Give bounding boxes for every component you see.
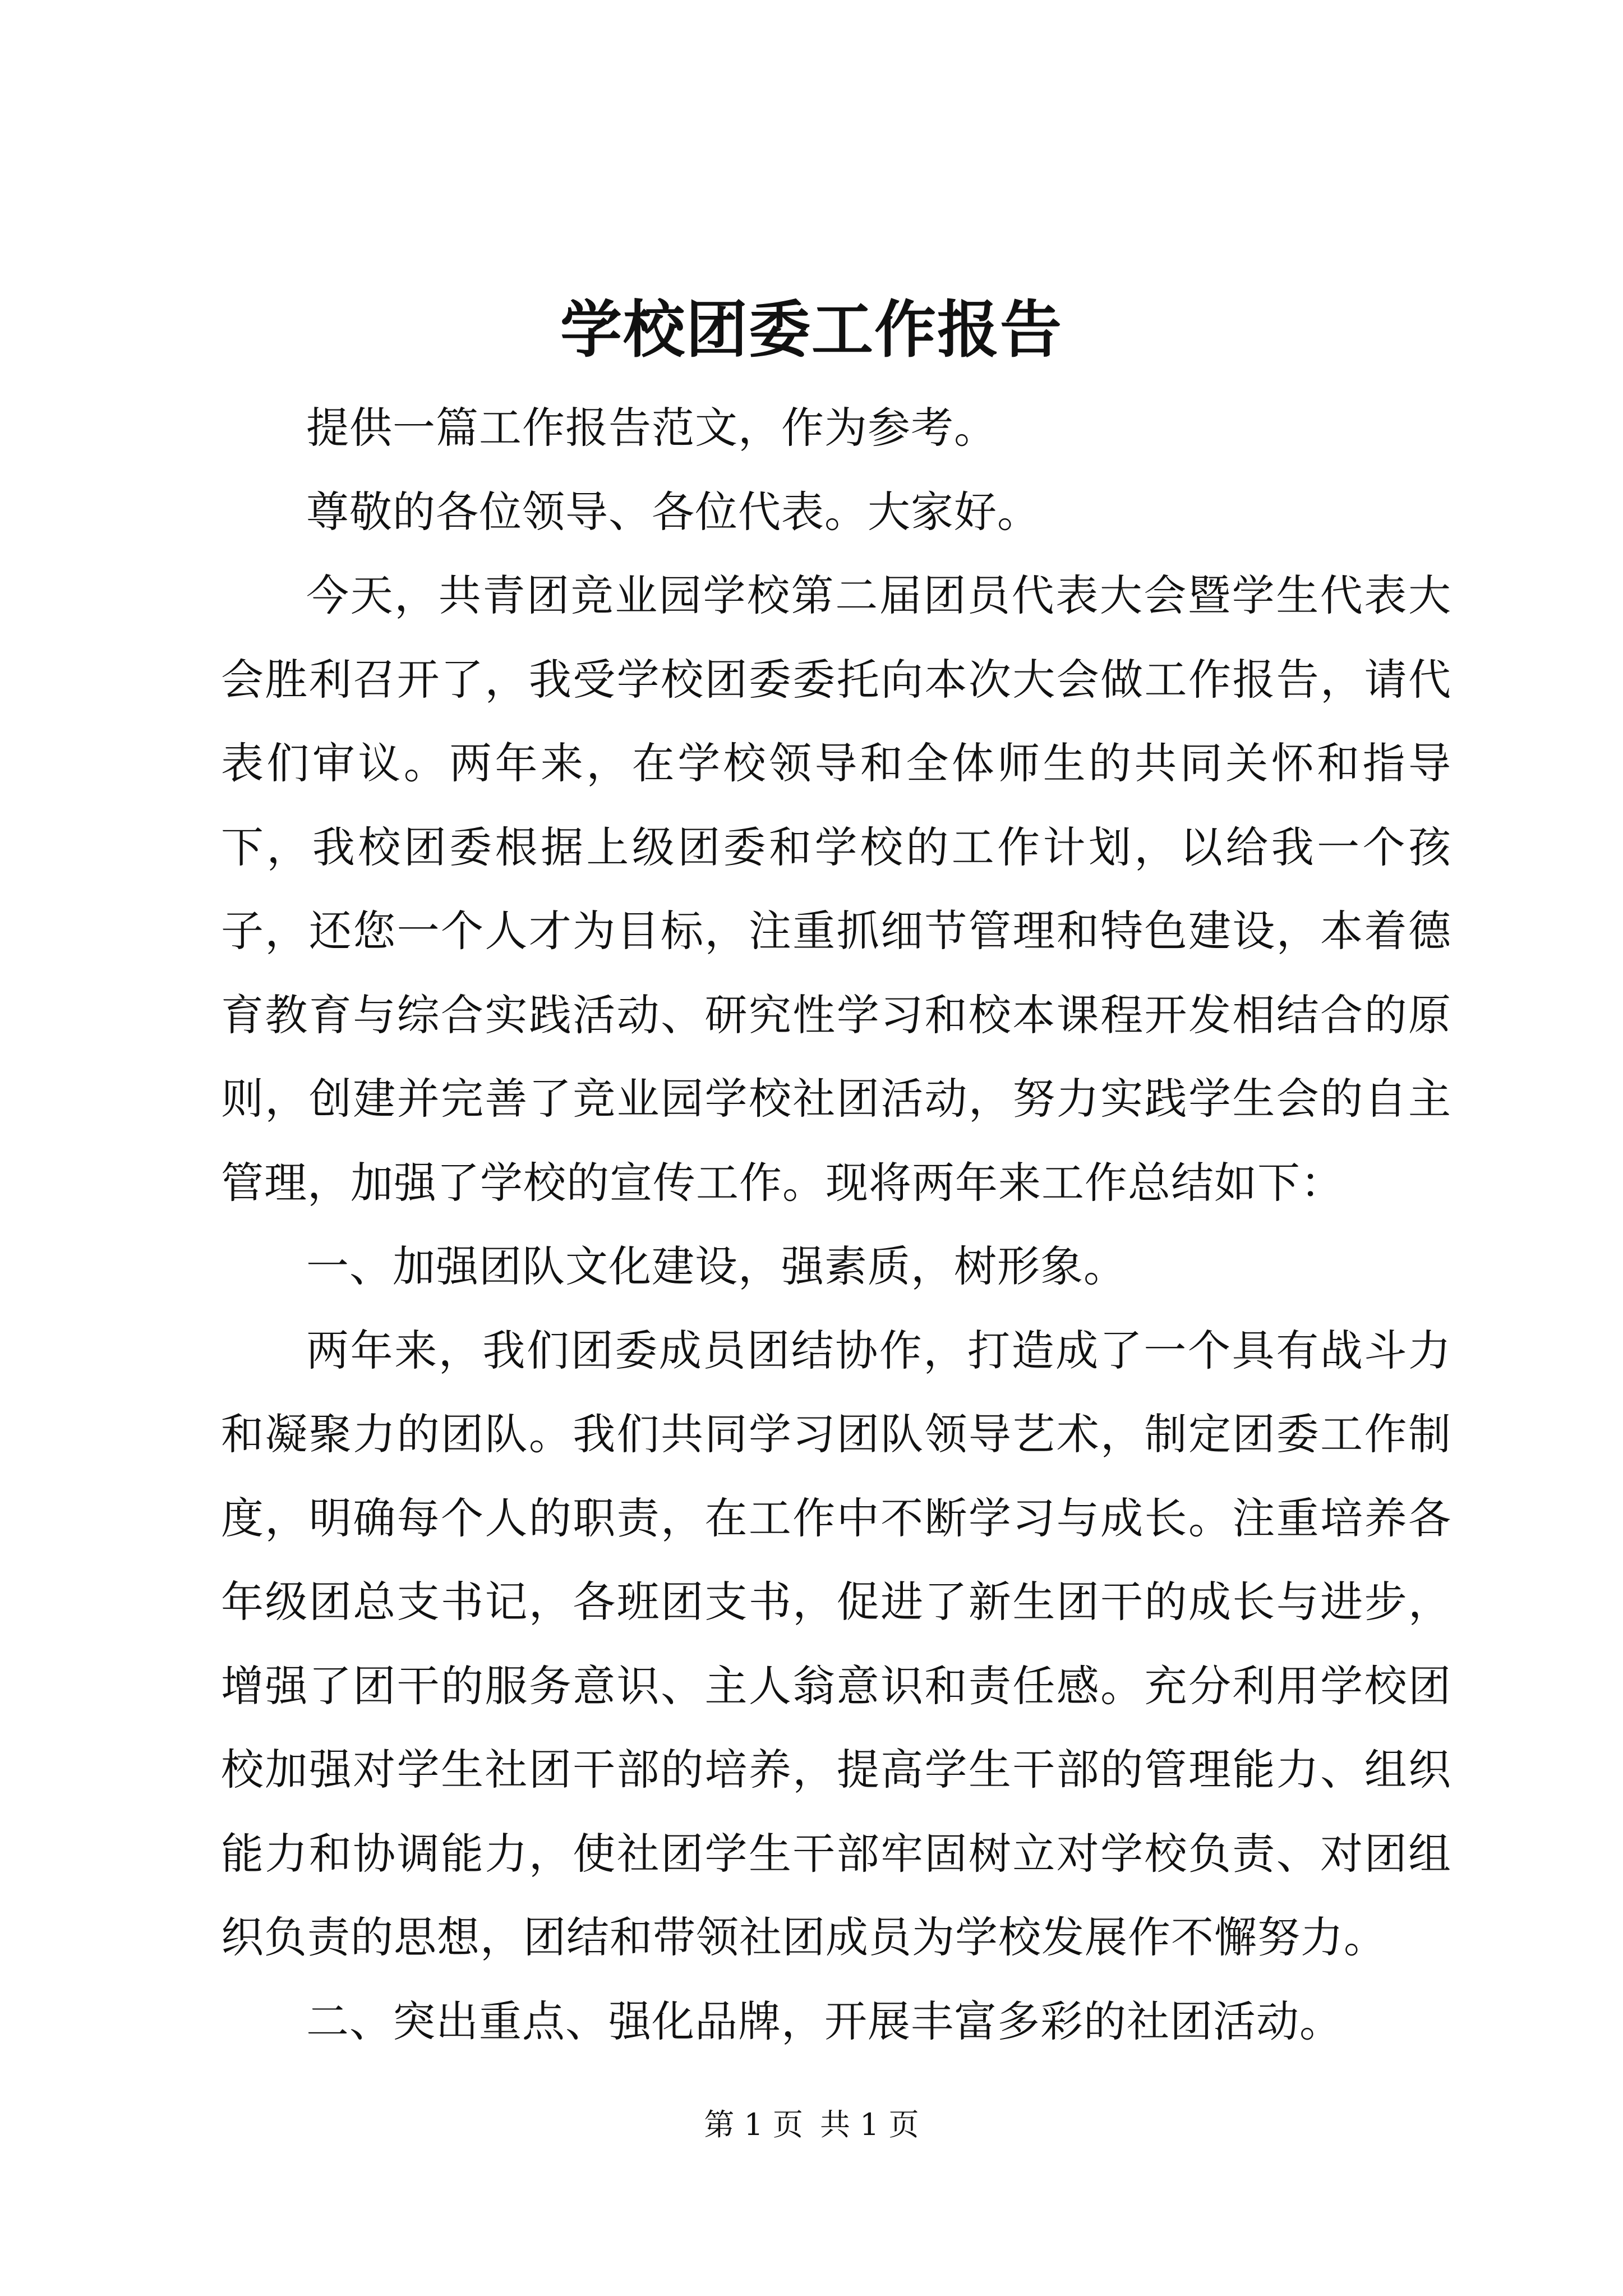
- document-body: [221, 386, 1451, 2063]
- page-footer: [0, 2102, 1623, 2147]
- paragraph-section-1: 两年来，我们团委成员团结协作，打造成了一个具有战斗力和凝聚力的团队。我们共同学习团队领导艺术，制定团委工作制度，明确每个人的职责，在工作中不断学习与成长。注重培养各年级团总支书记，各班团支书，促进了新生团干的成长与进步，增强了团干的服务意识、主人翁意识和责任感。充分利用学校团校加强对学生社团干部的培养，提高学生干部的管理能力、组织能力和协调能力，使社团学生干部牢固树立对学校负责、对团组织负责的思想，团结和带领社团成员为学校发展作不懈努力。: [221, 1325, 1451, 1962]
- page-total: 共 1 页: [820, 2107, 919, 2142]
- paragraph-greeting: 尊敬的各位领导、各位代表。大家好。: [306, 486, 1040, 537]
- paragraph-intro: 提供一篇工作报告范文，作为参考。: [306, 403, 997, 453]
- document-title: 学校团委工作报告: [560, 293, 1063, 366]
- paragraph-opening: 今天，共青团竞业园学校第二届团员代表大会暨学生代表大会胜利召开了，我受学校团委委托向本次大会做工作报告，请代表们审议。两年来，在学校领导和全体师生的共同关怀和指导下，我校团委根据上级团委和学校的工作计划，以给我一个孩子，还您一个人才为目标，注重抓细节管理和特色建设，本着德育教育与综合实践活动、研究性学习和校本课程开发相结合的原则，创建并完善了竞业园学校社团活动，努力实践学生会的自主管理，加强了学校的宣传工作。现将两年来工作总结如下：: [221, 570, 1451, 1208]
- page-number: 第 1 页: [704, 2107, 803, 2142]
- section-heading-2: 二、突出重点、强化品牌，开展丰富多彩的社团活动。: [306, 1996, 1343, 2046]
- section-heading-1: 一、加强团队文化建设，强素质，树形象。: [306, 1241, 1127, 1291]
